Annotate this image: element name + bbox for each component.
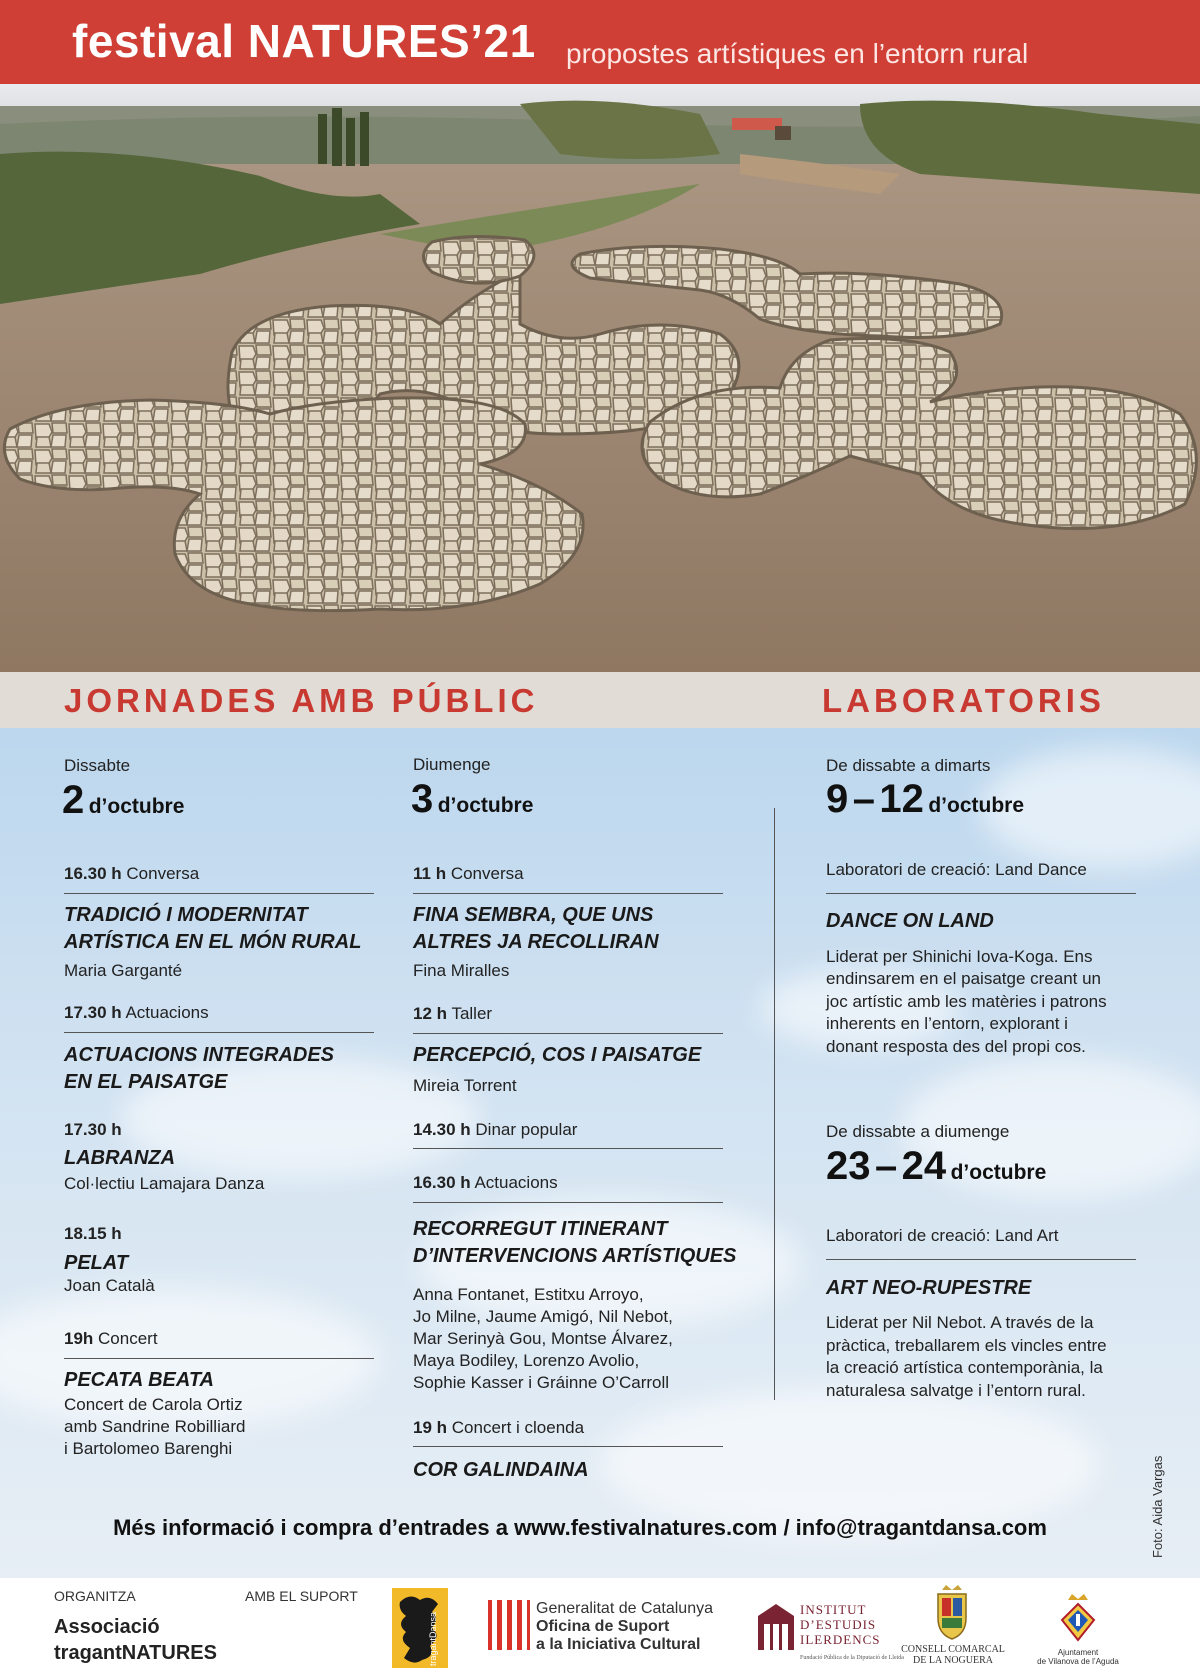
event-time: 18.15 h bbox=[64, 1224, 122, 1243]
lab-description: naturalesa salvatge i l’entorn rural. bbox=[826, 1381, 1086, 1400]
column-separator bbox=[774, 808, 775, 1400]
event-time: 12 h Taller bbox=[413, 1004, 493, 1023]
event-artist: Mar Serinyà Gou, Montse Álvarez, bbox=[413, 1329, 673, 1348]
vilanova-crest-icon bbox=[1060, 1592, 1096, 1644]
event-time: 11 h Conversa bbox=[413, 864, 524, 883]
saturday-month: d’octubre bbox=[88, 795, 185, 818]
event-artist: Concert de Carola Ortiz bbox=[64, 1395, 243, 1414]
event-artist: Joan Català bbox=[64, 1276, 155, 1295]
support-label: AMB EL SUPORT bbox=[245, 1588, 358, 1604]
divider bbox=[413, 1202, 723, 1203]
event-title: PERCEPCIÓ, COS I PAISATGE bbox=[413, 1044, 702, 1066]
lab-description: pràctica, treballarem els vincles entre bbox=[826, 1336, 1107, 1355]
tragantdansa-logo bbox=[392, 1588, 448, 1668]
event-artist: amb Sandrine Robilliard bbox=[64, 1417, 246, 1436]
divider bbox=[64, 1032, 374, 1033]
event-title: COR GALINDAINA bbox=[413, 1459, 589, 1481]
iei-building-icon bbox=[756, 1602, 796, 1652]
event-title: LABRANZA bbox=[64, 1147, 176, 1169]
lab-description: Liderat per Shinichi Iova-Koga. Ens bbox=[826, 947, 1093, 966]
lab-description: la creació artística contemporània, la bbox=[826, 1358, 1103, 1377]
divider bbox=[64, 893, 374, 894]
event-artist: Fina Miralles bbox=[413, 961, 510, 980]
divider bbox=[413, 1033, 723, 1034]
divider bbox=[64, 1358, 374, 1359]
lab-date: 23 – 24 d’octubre bbox=[826, 1144, 1047, 1188]
event-artist: Maria Garganté bbox=[64, 961, 183, 980]
event-title: D’INTERVENCIONS ARTÍSTIQUES bbox=[413, 1245, 737, 1267]
lab-description: joc artístic amb les matèries i patrons bbox=[826, 992, 1107, 1011]
lab-range-label: De dissabte a diumenge bbox=[826, 1122, 1010, 1141]
event-artist: Maya Bodiley, Lorenzo Avolio, bbox=[413, 1351, 640, 1370]
saturday-weekday: Dissabte bbox=[64, 756, 131, 775]
event-time: 16.30 h Actuacions bbox=[413, 1173, 558, 1192]
lab-kind: Laboratori de creació: Land Dance bbox=[826, 860, 1087, 879]
event-artist: Mireia Torrent bbox=[413, 1076, 517, 1095]
festival-subtitle: propostes artístiques en l’entorn rural bbox=[566, 38, 1029, 69]
sunday-day: 3 bbox=[411, 777, 434, 821]
stone-land-art-image bbox=[0, 84, 1200, 672]
event-artist: Jo Milne, Jaume Amigó, Nil Nebot, bbox=[413, 1307, 673, 1326]
sunday-weekday: Diumenge bbox=[413, 755, 491, 774]
event-artist: Col·lectiu Lamajara Danza bbox=[64, 1174, 265, 1193]
lab-description: donant resposta des del propi cos. bbox=[826, 1037, 1086, 1056]
lab-title: DANCE ON LAND bbox=[826, 910, 994, 932]
section-heading-band bbox=[0, 672, 1200, 728]
event-title: FINA SEMBRA, QUE UNS bbox=[413, 904, 654, 926]
ajuntament-text: Ajuntament de Vilanova de l’Aguda bbox=[1037, 1648, 1119, 1666]
lab-range-label: De dissabte a dimarts bbox=[826, 756, 991, 775]
lab-description: endinsarem en el paisatge creant un bbox=[826, 969, 1102, 988]
event-time: 16.30 h Conversa bbox=[64, 864, 200, 883]
event-title: ARTÍSTICA EN EL MÓN RURAL bbox=[64, 931, 362, 953]
lab-date: 9 – 12 d’octubre bbox=[826, 777, 1025, 821]
labs-heading: LABORATORIS bbox=[822, 682, 1105, 719]
event-time: 19 h Concert i cloenda bbox=[413, 1418, 585, 1437]
iei-logo-text: INSTITUT D’ESTUDIS ILERDENCS Fundació Pública de la Diputació de Lleida bbox=[800, 1602, 904, 1661]
more-info-line: Més informació i compra d’entrades a www.festivalnatures.com / info@tragantdansa.com bbox=[113, 1515, 1047, 1540]
organizer-label: ORGANITZA bbox=[54, 1588, 136, 1604]
generalitat-logo-text: Generalitat de Catalunya Oficina de Suport a la Iniciativa Cultural bbox=[536, 1600, 713, 1653]
event-title: TRADICIÓ I MODERNITAT bbox=[64, 904, 308, 926]
tragantdansa-text: tragantDansa bbox=[428, 1611, 438, 1666]
generalitat-flag-icon bbox=[488, 1600, 530, 1650]
organizer-name: Associació tragantNATURES bbox=[54, 1616, 217, 1664]
event-title: EN EL PAISATGE bbox=[64, 1071, 228, 1093]
divider bbox=[413, 893, 723, 894]
divider bbox=[826, 1259, 1136, 1260]
event-time: 19h Concert bbox=[64, 1329, 158, 1348]
festival-title: festival NATURES’21 bbox=[72, 15, 536, 67]
event-title: PELAT bbox=[64, 1252, 129, 1274]
event-artist: Sophie Kasser i Gráinne O’Carroll bbox=[413, 1373, 670, 1392]
event-time: 14.30 h Dinar popular bbox=[413, 1120, 578, 1139]
event-artist: i Bartolomeo Barenghi bbox=[64, 1439, 233, 1458]
event-title: ALTRES JA RECOLLIRAN bbox=[413, 931, 659, 953]
divider bbox=[826, 893, 1136, 894]
footer-logos bbox=[0, 1578, 1200, 1677]
event-title: PECATA BEATA bbox=[64, 1369, 214, 1391]
event-time: 17.30 h bbox=[64, 1120, 122, 1139]
public-days-heading: JORNADES AMB PÚBLIC bbox=[64, 682, 539, 719]
sunday-month: d’octubre bbox=[437, 794, 534, 817]
landscape-photo bbox=[0, 84, 1200, 672]
noguera-crest-icon bbox=[936, 1584, 968, 1640]
photo-credit: Foto: Aida Vargas bbox=[1150, 1455, 1165, 1558]
lab-description: Liderat per Nil Nebot. A través de la bbox=[826, 1313, 1094, 1332]
lab-title: ART NEO-RUPESTRE bbox=[826, 1277, 1032, 1299]
saturday-date bbox=[62, 778, 184, 823]
divider bbox=[413, 1446, 723, 1447]
lab-kind: Laboratori de creació: Land Art bbox=[826, 1226, 1059, 1245]
header-bar bbox=[0, 0, 1200, 84]
event-artist: Anna Fontanet, Estitxu Arroyo, bbox=[413, 1285, 644, 1304]
event-title: ACTUACIONS INTEGRADES bbox=[64, 1044, 335, 1066]
event-time: 17.30 h Actuacions bbox=[64, 1003, 209, 1022]
sunday-date bbox=[411, 777, 533, 822]
saturday-day: 2 bbox=[62, 778, 85, 822]
divider bbox=[413, 1148, 723, 1149]
event-title: RECORREGUT ITINERANT bbox=[413, 1218, 668, 1240]
lab-description: inherents en l’entorn, explorant i bbox=[826, 1014, 1068, 1033]
consell-comarcal-text: CONSELL COMARCAL DE LA NOGUERA bbox=[901, 1644, 1005, 1666]
